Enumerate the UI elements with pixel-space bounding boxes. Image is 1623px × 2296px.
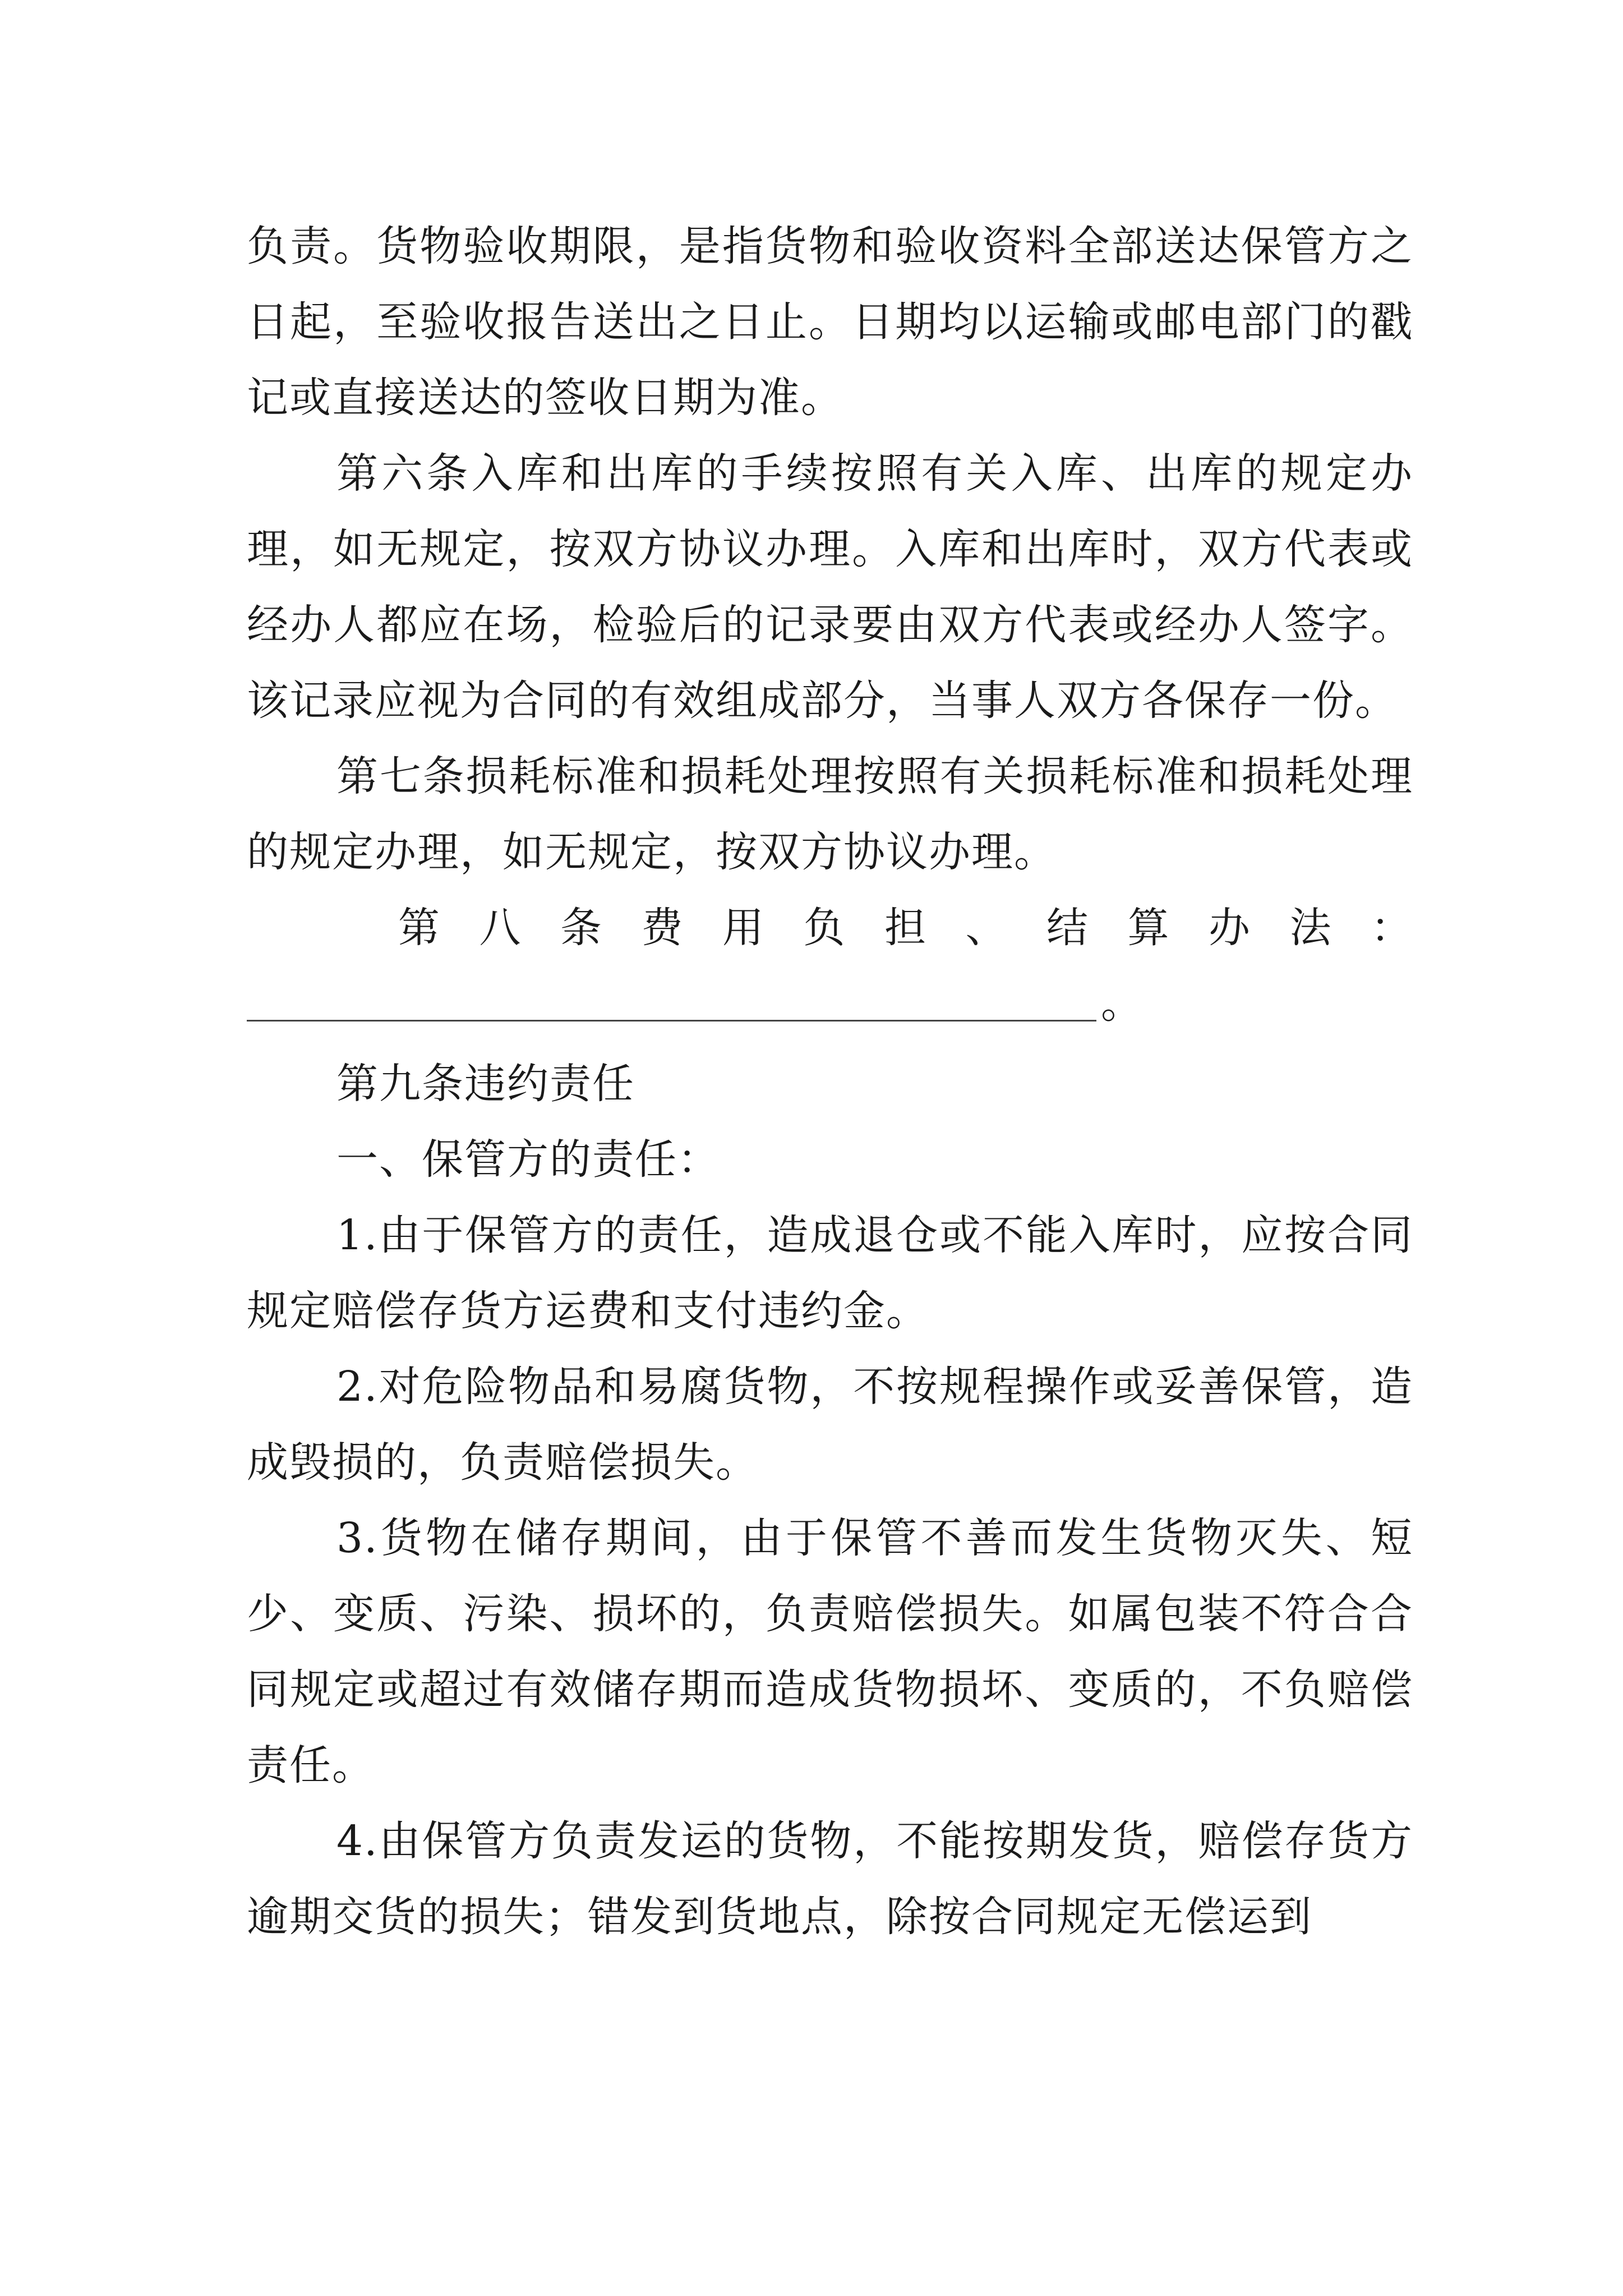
article-8-fill-line <box>247 966 1413 1042</box>
article-8-char: 负 <box>803 904 846 952</box>
article-8-char: 八 <box>479 904 522 952</box>
article-8-char: 担 <box>884 904 927 952</box>
paragraph-item-2: 2.对危险物品和易腐货物，不按规程操作或妥善保管，造成毁损的，负责赔偿损失。 <box>247 1363 1413 1487</box>
paragraph-custodian-responsibility: 一、保管方的责任： <box>336 1135 720 1184</box>
paragraph-article-7: 第七条损耗标准和损耗处理按照有关损耗标准和损耗处理的规定办理，如无规定，按双方协议办理。 <box>247 752 1413 876</box>
paragraph-article-6: 第六条入库和出库的手续按照有关入库、出库的规定办理，如无规定，按双方协议办理。入库和出库时，双方代表或经办人都应在场，检验后的记录要由双方代表或经办人签字。该记录应视为合同的有效组成部分，当事人双方各保存一份。 <box>247 449 1413 725</box>
article-8-char: 算 <box>1127 904 1170 952</box>
article-8-char: 费 <box>641 904 684 952</box>
article-8-char: 办 <box>1209 904 1251 952</box>
fill-in-blank[interactable] <box>247 986 1096 1022</box>
article-8-heading <box>247 890 1413 966</box>
article-8-char: 法 <box>1289 904 1332 952</box>
article-8-end-mark: 。 <box>1101 979 1144 1028</box>
paragraph-item-3: 3.货物在储存期间，由于保管不善而发生货物灭失、短少、变质、污染、损坏的，负责赔偿损失。如属包装不符合合同规定或超过有效储存期而造成货物损坏、变质的，不负赔偿责任。 <box>247 1514 1413 1789</box>
article-8-char: 第 <box>398 904 441 952</box>
paragraph-acceptance-period: 负责。货物验收期限，是指货物和验收资料全部送达保管方之日起，至验收报告送出之日止。日期均以运输或邮电部门的戳记或直接送达的签收日期为准。 <box>247 222 1413 422</box>
article-8-char: 条 <box>560 904 603 952</box>
article-8-char: 、 <box>965 904 1008 952</box>
spacer <box>247 1042 1413 1046</box>
paragraph-article-9-heading: 第九条违约责任 <box>336 1060 635 1108</box>
article-8-char: 用 <box>722 904 765 952</box>
article-8-char: ： <box>1371 904 1413 952</box>
article-8-char: 结 <box>1046 904 1089 952</box>
document-page <box>247 209 1413 1955</box>
paragraph-item-1: 1.由于保管方的责任，造成退仓或不能入库时，应按合同规定赔偿存货方运费和支付违约金。 <box>247 1211 1413 1335</box>
paragraph-item-4: 4.由保管方负责发运的货物，不能按期发货，赔偿存货方逾期交货的损失；错发到货地点，除按合同规定无偿运到 <box>247 1817 1413 1941</box>
